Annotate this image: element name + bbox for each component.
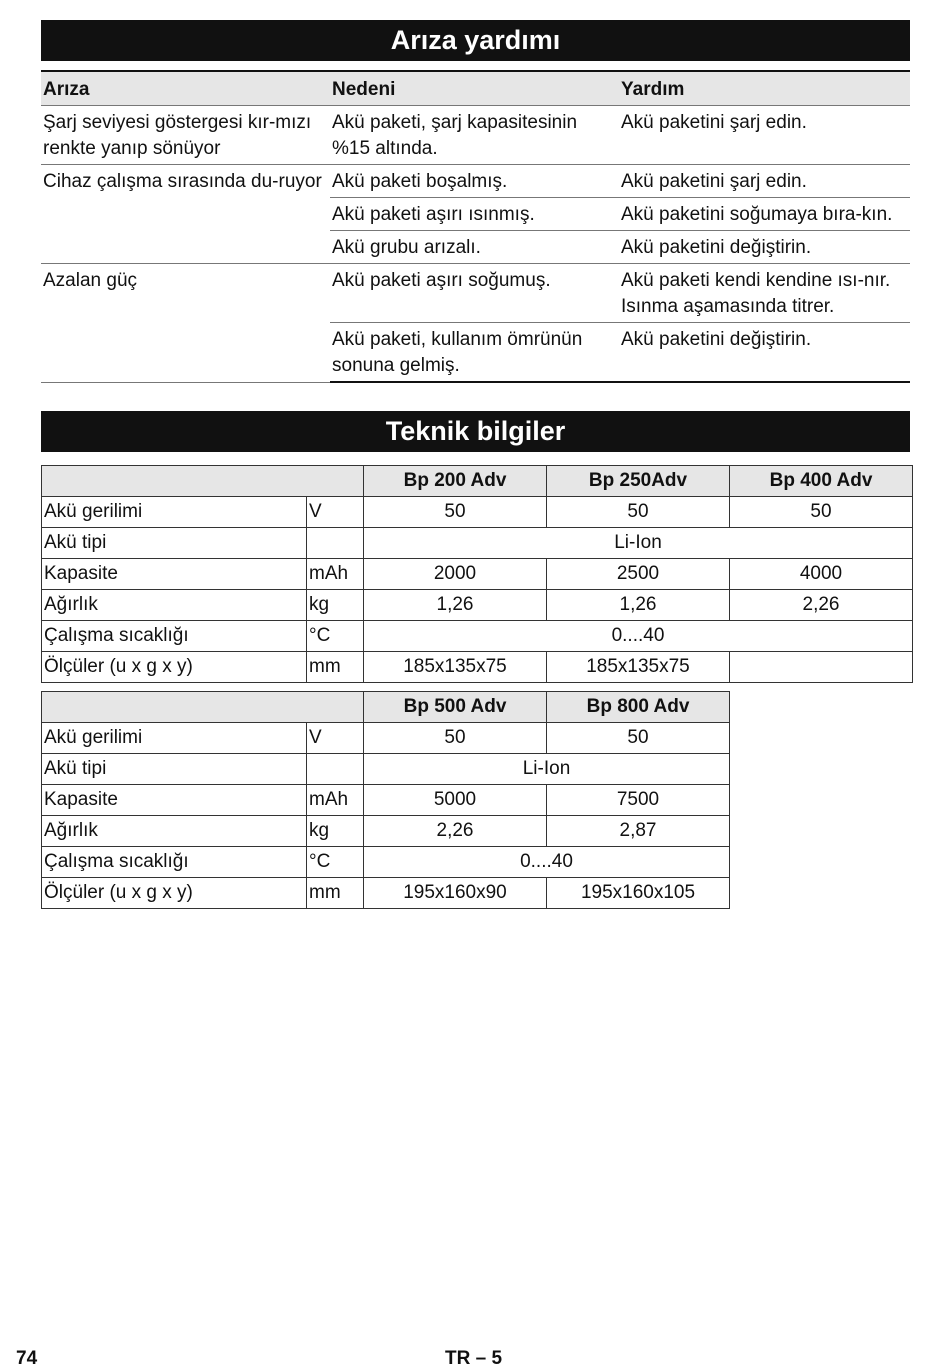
- spec-unit: °C: [307, 621, 364, 652]
- cause-cell: Akü paketi, kullanım ömrünün sonuna gelmiş.: [330, 323, 619, 383]
- remedy-cell: Akü paketini değiştirin.: [619, 323, 910, 383]
- cause-cell: Akü paketi aşırı ısınmış.: [330, 198, 619, 231]
- page-number: 74: [16, 1348, 38, 1369]
- spec-unit: mAh: [307, 559, 364, 590]
- spec-header-blank: [42, 466, 364, 497]
- spec-value: 195x160x90: [364, 878, 547, 909]
- spec-label: Çalışma sıcaklığı: [42, 847, 307, 878]
- spec-unit: °C: [307, 847, 364, 878]
- spec-label: Akü gerilimi: [42, 723, 307, 754]
- spec-unit: [307, 754, 364, 785]
- spec-value: 4000: [730, 559, 913, 590]
- fault-row: [41, 165, 910, 198]
- spec-row: [42, 754, 730, 785]
- spec-row: [42, 621, 913, 652]
- spec-value-merged: Li-Ion: [364, 754, 730, 785]
- header-remedy: Yardım: [619, 71, 910, 106]
- spec-value: 50: [364, 723, 547, 754]
- spec-value: 2,87: [547, 816, 730, 847]
- header-fault: Arıza: [41, 71, 330, 106]
- remedy-cell: Akü paketi kendi kendine ısı-nır. Isınma aşamasında titrer.: [619, 264, 910, 323]
- spec-row: [42, 785, 730, 816]
- fault-cell: Azalan güç: [41, 264, 330, 383]
- spec-label: Akü gerilimi: [42, 497, 307, 528]
- spec-header-blank: [42, 692, 364, 723]
- spec-value: 2000: [364, 559, 547, 590]
- spec-row: [42, 590, 913, 621]
- cause-cell: Akü grubu arızalı.: [330, 231, 619, 264]
- spec-value: 50: [547, 723, 730, 754]
- spec-header-row: [42, 692, 730, 723]
- spec-unit: mm: [307, 878, 364, 909]
- spec-label: Akü tipi: [42, 528, 307, 559]
- model-header: Bp 200 Adv: [364, 466, 547, 497]
- spec-row: [42, 497, 913, 528]
- model-header: Bp 500 Adv: [364, 692, 547, 723]
- spec-value: 2500: [547, 559, 730, 590]
- spec-value: 1,26: [364, 590, 547, 621]
- spec-unit: V: [307, 723, 364, 754]
- spec-row: [42, 528, 913, 559]
- spec-unit: V: [307, 497, 364, 528]
- spec-row: [42, 878, 730, 909]
- spec-unit: mAh: [307, 785, 364, 816]
- spec-label: Ölçüler (u x g x y): [42, 878, 307, 909]
- fault-row: [41, 106, 910, 165]
- spec-value-merged: Li-Ion: [364, 528, 913, 559]
- fault-help-title: Arıza yardımı: [41, 20, 910, 61]
- fault-table-header-row: [41, 71, 910, 106]
- spec-value: 1,26: [547, 590, 730, 621]
- remedy-cell: Akü paketini soğumaya bıra-kın.: [619, 198, 910, 231]
- spec-unit: kg: [307, 590, 364, 621]
- spec-label: Ölçüler (u x g x y): [42, 652, 307, 683]
- remedy-cell: Akü paketini değiştirin.: [619, 231, 910, 264]
- spec-row: [42, 723, 730, 754]
- spec-value: 2,26: [364, 816, 547, 847]
- spec-label: Ağırlık: [42, 590, 307, 621]
- spec-row: [42, 816, 730, 847]
- spec-value-merged: 0....40: [364, 621, 913, 652]
- spec-value: 195x160x105: [547, 878, 730, 909]
- header-cause: Nedeni: [330, 71, 619, 106]
- spec-value: 7500: [547, 785, 730, 816]
- spec-label: Kapasite: [42, 785, 307, 816]
- spec-value: 50: [730, 497, 913, 528]
- fault-cell: Cihaz çalışma sırasında du-ruyor: [41, 165, 330, 264]
- page-code: TR – 5: [445, 1348, 503, 1369]
- spec-value-merged: 0....40: [364, 847, 730, 878]
- model-header: Bp 250Adv: [547, 466, 730, 497]
- tech-data-title: Teknik bilgiler: [41, 411, 910, 452]
- model-header: Bp 400 Adv: [730, 466, 913, 497]
- spec-label: Kapasite: [42, 559, 307, 590]
- cause-cell: Akü paketi, şarj kapasitesinin %15 altında.: [332, 112, 578, 159]
- model-header: Bp 800 Adv: [547, 692, 730, 723]
- spec-value: 185x135x75: [547, 652, 730, 683]
- cause-cell: Akü paketi aşırı soğumuş.: [330, 264, 619, 323]
- spec-unit: [307, 528, 364, 559]
- remedy-cell: Akü paketini şarj edin.: [621, 112, 807, 133]
- spec-value: 50: [364, 497, 547, 528]
- spec-unit: mm: [307, 652, 364, 683]
- spec-value: 185x135x75: [364, 652, 547, 683]
- remedy-cell: Akü paketini şarj edin.: [619, 165, 910, 198]
- spec-value: 5000: [364, 785, 547, 816]
- spec-value: [730, 652, 913, 683]
- spec-unit: kg: [307, 816, 364, 847]
- fault-help-table: [41, 70, 910, 383]
- spec-row: [42, 652, 913, 683]
- spec-table-1: [41, 465, 913, 683]
- spec-value: 2,26: [730, 590, 913, 621]
- spec-row: [42, 847, 730, 878]
- fault-row: [41, 264, 910, 323]
- spec-label: Çalışma sıcaklığı: [42, 621, 307, 652]
- spec-label: Akü tipi: [42, 754, 307, 785]
- fault-cell: Şarj seviyesi göstergesi kır-mızı renkte yanıp sönüyor: [41, 106, 330, 165]
- spec-header-row: [42, 466, 913, 497]
- cause-cell: Akü paketi boşalmış.: [330, 165, 619, 198]
- spec-value: 50: [547, 497, 730, 528]
- spec-table-2: [41, 691, 730, 909]
- spec-row: [42, 559, 913, 590]
- spec-label: Ağırlık: [42, 816, 307, 847]
